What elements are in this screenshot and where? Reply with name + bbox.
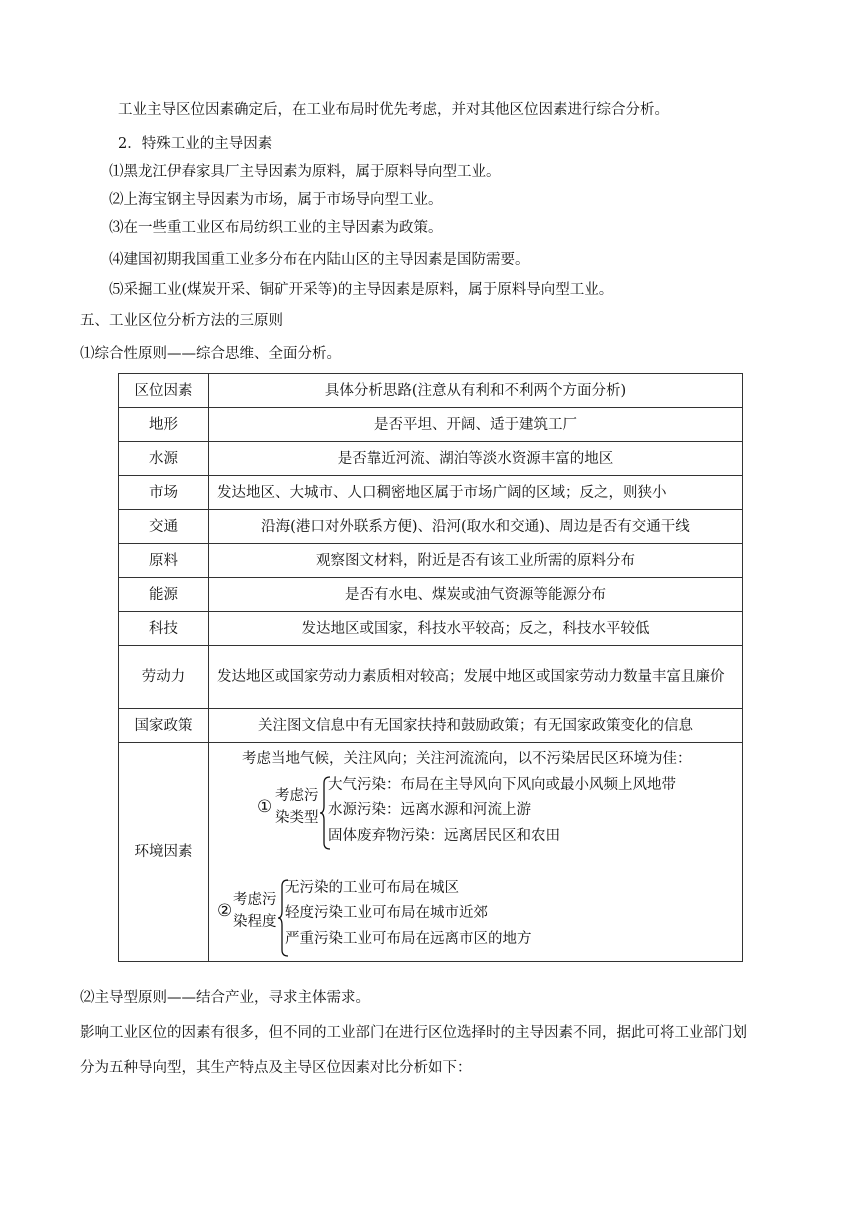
table-row xyxy=(119,510,743,544)
factor-cell: 水源 xyxy=(119,442,209,476)
pollution-type-label: 考虑污染类型 xyxy=(275,788,319,826)
detail-cell: 是否平坦、开阔、适于建筑工厂 xyxy=(209,408,743,442)
detail-cell: 是否有水电、煤炭或油气资源等能源分布 xyxy=(209,578,743,612)
table-row xyxy=(119,646,743,709)
detail-cell: 发达地区或国家劳动力素质相对较高；发展中地区或国家劳动力数量丰富且廉价 xyxy=(209,646,743,709)
circled-number-2: ② xyxy=(217,901,233,921)
paragraph-industry-types-1: 影响工业区位的因素有很多，但不同的工业部门在进行区位选择时的主导因素不同，据此可将工业部门划 xyxy=(80,1025,747,1041)
list-item-3: ⑶在一些重工业区布局纺织工业的主导因素为政策。 xyxy=(109,220,443,236)
factor-cell: 科技 xyxy=(119,612,209,646)
factor-cell: 环境因素 xyxy=(119,743,209,962)
paragraph-dominant-factor: 工业主导区位因素确定后，在工业布局时优先考虑，并对其他区位因素进行综合分析。 xyxy=(118,102,669,118)
factor-cell: 原料 xyxy=(119,544,209,578)
factor-cell: 劳动力 xyxy=(119,646,209,709)
list-item-1: ⑴黑龙江伊春家具厂主导因素为原料，属于原料导向型工业。 xyxy=(109,164,501,180)
section-heading-five: 五、工业区位分析方法的三原则 xyxy=(80,313,283,329)
pollution-degree-item: 无污染的工业可布局在城区 xyxy=(285,880,459,896)
table-row xyxy=(119,476,743,510)
detail-cell: 是否靠近河流、湖泊等淡水资源丰富的地区 xyxy=(209,442,743,476)
heading-special-industry: 2．特殊工业的主导因素 xyxy=(118,136,273,152)
list-item-2: ⑵上海宝钢主导因素为市场，属于市场导向型工业。 xyxy=(109,192,443,208)
table-header-cell: 区位因素 xyxy=(119,374,209,408)
pollution-type-item: 大气污染：布局在主导风向下风向或最小风频上风地带 xyxy=(328,777,676,793)
environment-detail-cell xyxy=(209,743,743,962)
table-row xyxy=(119,578,743,612)
table-row xyxy=(119,612,743,646)
table-header-row xyxy=(119,374,743,408)
location-factors-table xyxy=(118,373,743,962)
table-row xyxy=(119,442,743,476)
principle-comprehensive: ⑴综合性原则——综合思维、全面分析。 xyxy=(80,346,341,362)
pollution-degree-label: 考虑污染程度 xyxy=(233,892,277,930)
factor-cell: 交通 xyxy=(119,510,209,544)
table-row xyxy=(119,544,743,578)
detail-cell: 关注图文信息中有无国家扶持和鼓励政策；有无国家政策变化的信息 xyxy=(209,709,743,743)
factor-cell: 能源 xyxy=(119,578,209,612)
detail-cell: 发达地区或国家，科技水平较高；反之，科技水平较低 xyxy=(209,612,743,646)
pollution-degree-item: 轻度污染工业可布局在城市近郊 xyxy=(285,905,488,921)
table-header-cell: 具体分析思路(注意从有利和不利两个方面分析) xyxy=(209,374,743,408)
circled-number-1: ① xyxy=(257,797,273,817)
list-item-4: ⑷建国初期我国重工业多分布在内陆山区的主导因素是国防需要。 xyxy=(109,252,530,268)
pollution-type-item: 固体废弃物污染：远离居民区和农田 xyxy=(328,828,560,844)
paragraph-industry-types-2: 分为五种导向型，其生产特点及主导区位因素对比分析如下： xyxy=(80,1060,472,1076)
table-row xyxy=(119,408,743,442)
pollution-degree-item: 严重污染工业可布局在远离市区的地方 xyxy=(285,931,532,947)
factor-cell: 市场 xyxy=(119,476,209,510)
pollution-type-item: 水源污染：远离水源和河流上游 xyxy=(328,802,531,818)
list-item-5: ⑸采掘工业(煤炭开采、铜矿开采等)的主导因素是原料，属于原料导向型工业。 xyxy=(109,282,614,298)
detail-cell: 观察图文材料，附近是否有该工业所需的原料分布 xyxy=(209,544,743,578)
table-row-environment xyxy=(119,743,743,962)
table-row xyxy=(119,709,743,743)
principle-dominant: ⑵主导型原则——结合产业，寻求主体需求。 xyxy=(80,990,370,1006)
environment-intro: 考虑当地气候，关注风向；关注河流流向，以不污染居民区环境为佳： xyxy=(242,751,692,767)
detail-cell: 沿海(港口对外联系方便)、沿河(取水和交通)、周边是否有交通干线 xyxy=(209,510,743,544)
factor-cell: 地形 xyxy=(119,408,209,442)
detail-cell: 发达地区、大城市、人口稠密地区属于市场广阔的区域；反之，则狭小 xyxy=(209,476,743,510)
factor-cell: 国家政策 xyxy=(119,709,209,743)
